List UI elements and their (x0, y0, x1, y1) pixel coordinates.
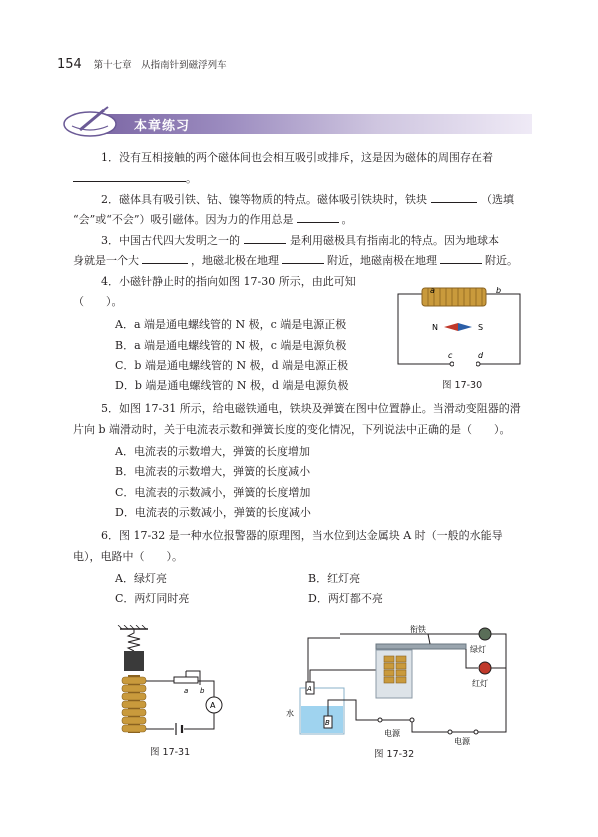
q5-option-a: A．电流表的示数增大，弹簧的长度增加 (115, 445, 310, 458)
label-a: a (430, 286, 435, 295)
q5-line2: 片向 b 端滑动时，关于电流表示数和弹簧长度的变化情况，下列说法中正确的是（ ）。 (73, 423, 511, 436)
section-title: 本章练习 (134, 119, 191, 134)
q5-option-d: D．电流表的示数减小，弹簧的长度减小 (115, 506, 311, 519)
label-d: d (478, 351, 484, 360)
pen-paper-icon (62, 104, 120, 140)
svg-text:A: A (307, 685, 312, 693)
q6-line2: 电），电路中（ ）。 (73, 550, 183, 563)
page-number: 154 (57, 57, 82, 72)
svg-text:B: B (325, 719, 330, 727)
armature (376, 644, 466, 649)
q4-option-c: C．b 端是通电螺线管的 N 极，d 端是电源正极 (115, 359, 349, 372)
q6-option-d: D．两灯都不亮 (308, 592, 383, 605)
blank (297, 212, 339, 223)
q5-option-b: B．电流表的示数增大，弹簧的长度减小 (115, 465, 311, 478)
red-lamp (479, 662, 491, 674)
red-lamp-label: 红灯 (472, 679, 488, 688)
water-label: 水 (286, 709, 294, 718)
power-label-2: 电源 (454, 737, 470, 745)
label-s: S (478, 323, 484, 332)
blank (73, 171, 186, 182)
q4-option-b: B．a 端是通电螺线管的 N 极，c 端是电源负极 (115, 339, 347, 352)
caption-17-31: 图 17-31 (150, 747, 191, 758)
iron-block (124, 651, 144, 671)
rheostat-label-a: a (184, 687, 189, 695)
q6-option-b: B．红灯亮 (308, 572, 361, 585)
q3-line2: 身就是一个大 ，地磁北极在地理 附近，地磁南极在地理 附近。 (73, 254, 518, 267)
rheostat-label-b: b (200, 687, 205, 695)
compass-needle-north (444, 323, 458, 331)
q4-option-d: D．b 端是通电螺线管的 N 极，d 端是电源负极 (115, 379, 349, 392)
caption-17-32: 图 17-32 (374, 749, 415, 760)
compass-needle-south (458, 323, 472, 331)
q4-line2: （ ）。 (73, 295, 123, 308)
blank (431, 192, 477, 203)
green-lamp-label: 绿灯 (470, 645, 486, 654)
blank (142, 253, 188, 264)
label-b: b (496, 286, 502, 295)
q2-line1: 2．磁体具有吸引铁、钴、镍等物质的特点。磁体吸引铁块时，铁块 （选填 (101, 193, 514, 206)
terminal (378, 718, 382, 722)
q6-option-c: C．两灯同时亮 (115, 592, 190, 605)
caption-17-30: 图 17-30 (442, 380, 483, 391)
page-header (57, 57, 227, 72)
armature-label: 衔铁 (410, 625, 426, 634)
figure-17-32 (280, 620, 530, 745)
q5-line1: 5．如图 17-31 所示，给电磁铁通电，铁块及弹簧在图中位置静止。当滑动变阻器的滑 (101, 402, 521, 415)
terminal (474, 730, 478, 734)
ammeter-label: A (210, 701, 216, 710)
terminal (448, 730, 452, 734)
section-banner (62, 110, 532, 136)
figure-17-31 (104, 625, 244, 740)
label-c: c (448, 351, 453, 360)
figure-17-30 (392, 282, 526, 374)
power-label-1: 电源 (384, 729, 400, 738)
q1-line1: 1．没有互相接触的两个磁体间也会相互吸引或排斥，这是因为磁体的周围存在着 (101, 151, 493, 164)
label-n: N (432, 323, 438, 332)
q2-line2: “会”或“不会”）吸引磁体。因为力的作用总是 。 (73, 213, 353, 226)
chapter-title: 第十七章 从指南针到磁浮列车 (93, 60, 227, 71)
q4-line1: 4．小磁针静止时的指向如图 17-30 所示，由此可知 (101, 275, 356, 288)
blank (440, 253, 482, 264)
green-lamp (479, 628, 491, 640)
q4-option-a: A．a 端是通电螺线管的 N 极，c 端是电源正极 (115, 318, 347, 331)
q1-line2: 。 (73, 171, 197, 186)
blank (282, 253, 324, 264)
q6-line1: 6．图 17-32 是一种水位报警器的原理图，当水位到达金属块 A 时（一般的水能导 (101, 529, 503, 542)
q3-line1: 3．中国古代四大发明之一的 是利用磁极具有指南北的特点。因为地球本 (101, 234, 499, 247)
water (301, 706, 343, 733)
terminal (410, 718, 414, 722)
q5-option-c: C．电流表的示数减小，弹簧的长度增加 (115, 486, 311, 499)
spring (128, 629, 140, 651)
blank (244, 233, 286, 244)
rheostat (174, 677, 198, 683)
q6-option-a: A．绿灯亮 (115, 572, 167, 585)
